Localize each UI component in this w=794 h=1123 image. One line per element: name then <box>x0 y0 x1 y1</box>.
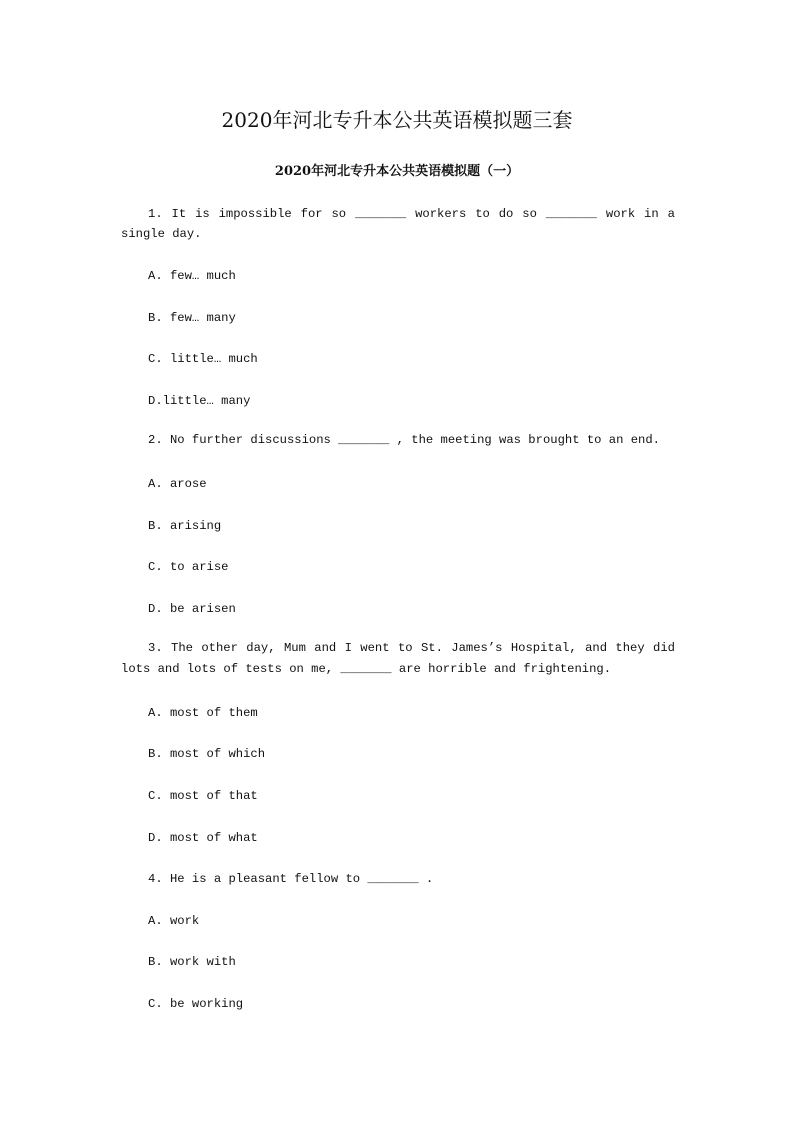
question-3-option-b: B. most of which <box>148 747 266 761</box>
question-2-option-a: A. arose <box>148 477 207 491</box>
word: they <box>615 641 645 655</box>
word: workers <box>415 207 467 221</box>
question-3-stem-line2: lots and lots of tests on me, _______ are horrible and frightening. <box>121 662 612 676</box>
word: so <box>331 207 347 221</box>
question-1-option-b: B. few… many <box>148 311 236 325</box>
word: The <box>171 641 193 655</box>
question-3-stem-line1 <box>148 638 675 658</box>
answer-blank: _______ <box>545 207 597 221</box>
word: It <box>171 207 187 221</box>
question-1-option-d: D.little… many <box>148 394 251 408</box>
word: I <box>344 641 352 655</box>
word: did <box>653 641 675 655</box>
question-4-option-b: B. work with <box>148 955 236 969</box>
section-subtitle: 2020年河北专升本公共英语模拟题（一） <box>274 164 520 179</box>
word: so <box>522 207 537 221</box>
word: do <box>498 207 514 221</box>
question-3-option-a: A. most of them <box>148 706 258 720</box>
word: is <box>195 207 210 221</box>
word: Hospital, <box>510 641 577 655</box>
word: work <box>605 207 636 221</box>
word: 3. <box>148 641 163 655</box>
word: 1. <box>148 207 163 221</box>
word: impossible <box>218 207 292 221</box>
document-title: 2020年河北专升本公共英语模拟题三套 <box>221 108 573 132</box>
question-4-option-c: C. be working <box>148 997 244 1011</box>
question-1-option-c: C. little… much <box>148 352 258 366</box>
question-2-option-b: B. arising <box>148 519 222 533</box>
word: other <box>201 641 238 655</box>
question-3-option-d: D. most of what <box>148 831 258 845</box>
word: went <box>360 641 390 655</box>
question-4-option-a: A. work <box>148 914 200 928</box>
word: to <box>475 207 490 221</box>
word: Mum <box>283 641 306 655</box>
word: James’s <box>451 641 503 655</box>
answer-blank: _______ <box>355 207 407 221</box>
word: to <box>397 641 413 655</box>
question-1-stem-line2: single day. <box>121 227 202 241</box>
word: in <box>644 207 659 221</box>
word: St. <box>420 641 443 655</box>
question-1-option-a: A. few… much <box>148 269 236 283</box>
question-2-option-c: C. to arise <box>148 560 229 574</box>
question-2-stem: 2. No further discussions _______ , the meeting was brought to an end. <box>148 433 660 447</box>
word: for <box>300 207 323 221</box>
question-2-option-d: D. be arisen <box>148 602 236 616</box>
question-4-stem: 4. He is a pleasant fellow to _______ . <box>148 872 434 886</box>
question-1-stem-line1 <box>148 204 675 224</box>
question-3-option-c: C. most of that <box>148 789 258 803</box>
word: and <box>585 641 608 655</box>
word: a <box>667 207 675 221</box>
word: and <box>314 641 337 655</box>
word: day, <box>246 641 276 655</box>
